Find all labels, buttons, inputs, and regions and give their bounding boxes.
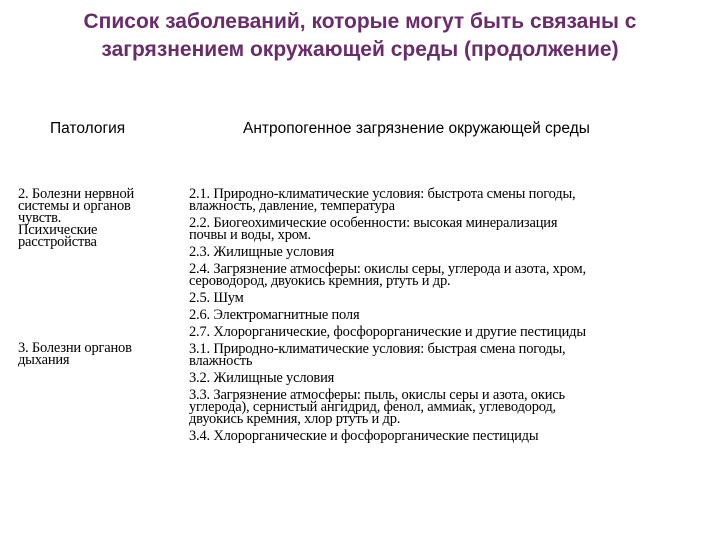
factor-line: 2.2. Биогеохимические особенности: высокая минерализация [189, 215, 558, 231]
disease-line: Психические [18, 222, 98, 238]
title-line-2: загрязнением окружающей среды (продолжение) [101, 38, 619, 61]
factor-2-1 [189, 188, 704, 212]
disease-line: 2. Болезни нервной [18, 186, 135, 202]
disease-line: системы и органов [18, 198, 131, 214]
factor-3-2 [189, 372, 704, 384]
factor-line: 3.1. Природно-климатические условия: быстрая смена погоды, [189, 341, 566, 357]
factor-2-7 [189, 326, 704, 338]
disease-line: 3. Болезни органов [18, 340, 132, 356]
disease-line: расстройства [18, 234, 97, 250]
header-pollution: Антропогенное загрязнение окружающей среды [243, 120, 590, 137]
factor-line: 2.3. Жилищные условия [189, 244, 335, 260]
header-pathology: Патология [50, 120, 126, 137]
factor-2-5 [189, 292, 704, 304]
disease-line: чувств. [18, 210, 62, 226]
factor-line: углерода), сернистый ангидрид, фенол, аммиак, углеводород, [189, 399, 556, 415]
factor-2-4 [189, 263, 704, 287]
factor-line: влажность [189, 353, 253, 369]
factor-line: влажность, давление, температура [189, 198, 395, 214]
factor-line: 3.4. Хлорорганические и фосфорорганические пестициды [189, 428, 539, 444]
factor-3-3 [189, 389, 704, 425]
factor-line: 3.2. Жилищные условия [189, 370, 335, 386]
factor-2-2 [189, 217, 704, 241]
disease-group-2 [18, 188, 178, 248]
factor-line: 2.1. Природно-климатические условия: быстрота смены погоды, [189, 186, 576, 202]
factor-line: сероводород, двуокись кремния, ртуть и др. [189, 273, 451, 289]
title-line-1: Список заболеваний, которые могут быть связаны с [83, 10, 637, 33]
factor-line: почвы и воды, хром. [189, 227, 311, 243]
factor-line: 3.3. Загрязнение атмосферы: пыль, окислы серы и азота, окись [189, 387, 565, 403]
factor-3-4 [189, 430, 704, 442]
factor-line: 2.4. Загрязнение атмосферы: окислы серы, углерода и азота, хром, [189, 261, 586, 277]
factor-2-3 [189, 246, 704, 258]
factor-line: двуокись кремния, хлор ртуть и др. [189, 411, 401, 427]
factor-2-6 [189, 309, 704, 321]
factor-line: 2.7. Хлорорганические, фосфорорганические и другие пестициды [189, 324, 586, 340]
factor-line: 2.5. Шум [189, 290, 244, 306]
disease-group-3 [18, 342, 178, 366]
slide-title [20, 8, 700, 64]
factor-3-1 [189, 343, 704, 367]
pollution-factors-list [189, 188, 704, 447]
factor-line: 2.6. Электромагнитные поля [189, 307, 360, 323]
disease-line: дыхания [18, 352, 70, 368]
